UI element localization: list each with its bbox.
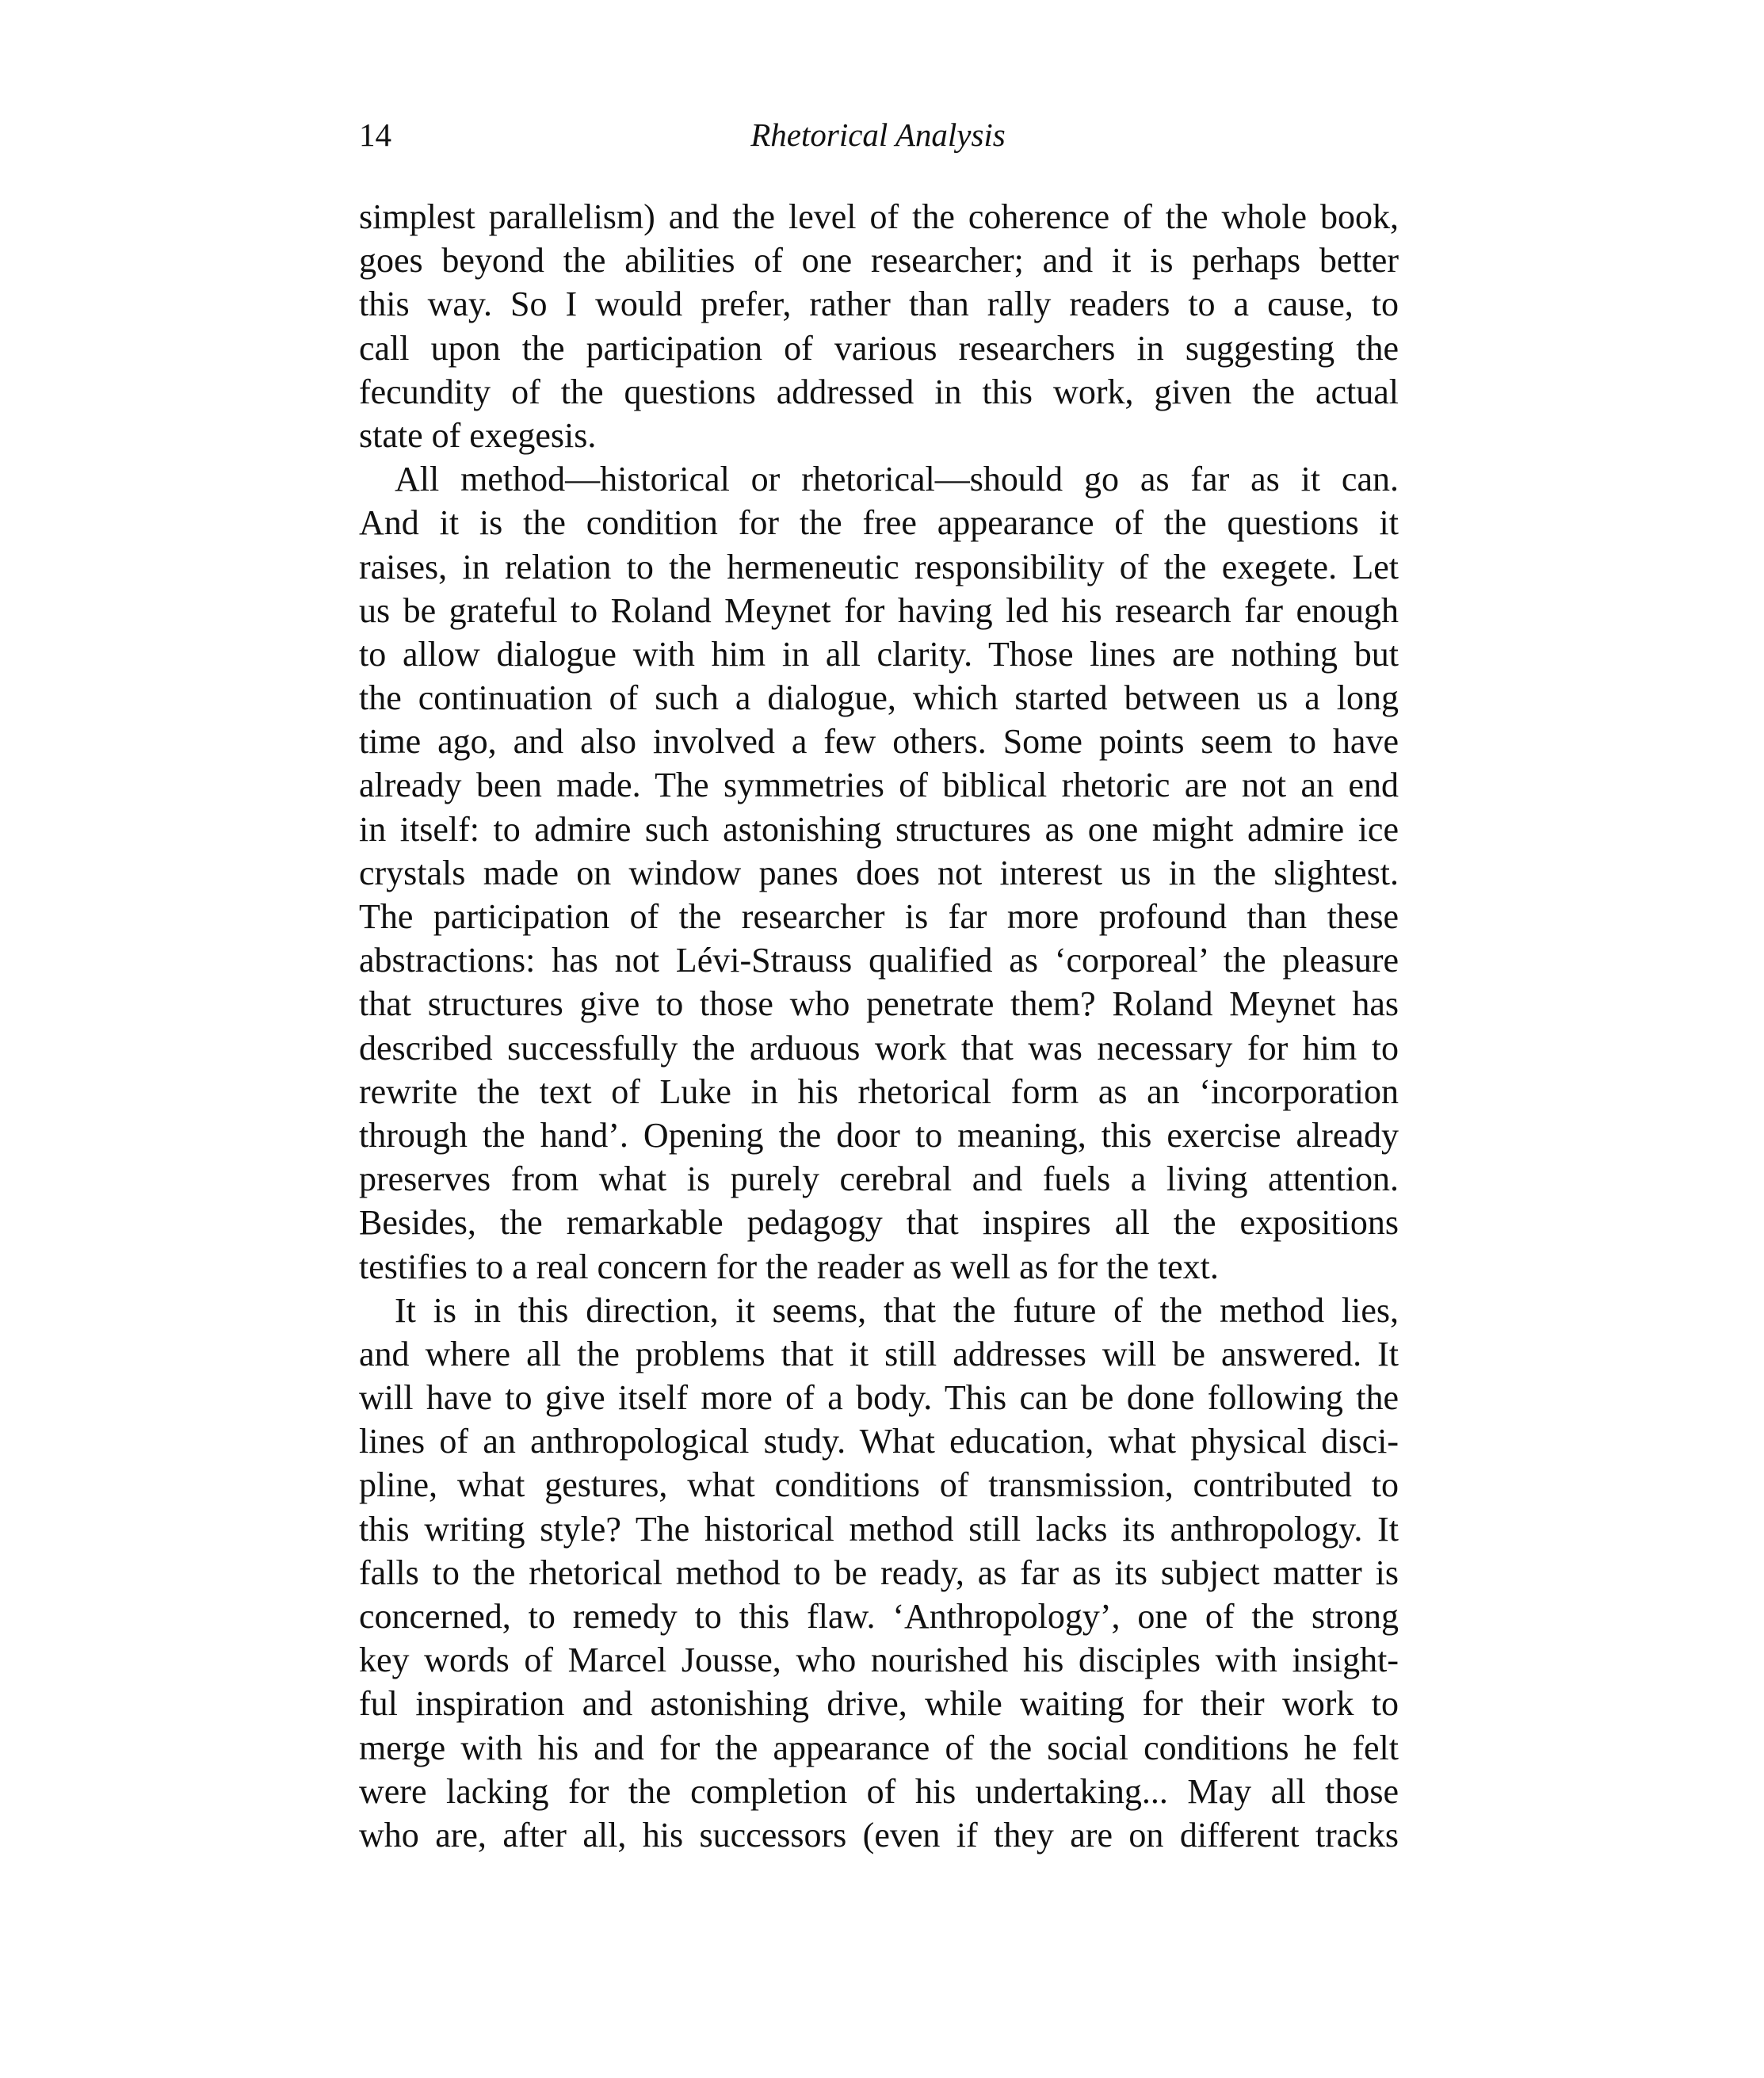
text-line: to allow dialogue with him in all clarity. Those lines are nothing but — [359, 634, 1399, 674]
text-line: us be grateful to Roland Meynet for having led his research far enough — [359, 590, 1399, 630]
text-line: who are, after all, his successors (even if they are on different tracks — [359, 1815, 1399, 1855]
text-line: Besides, the remarkable pedagogy that inspires all the expositions — [359, 1203, 1399, 1243]
text-line: this writing style? The historical method still lacks its anthropology. It — [359, 1509, 1399, 1549]
text-line: will have to give itself more of a body. This can be done following the — [359, 1378, 1399, 1418]
text-line: in itself: to admire such astonishing structures as one might admire ice — [359, 809, 1399, 849]
text-line: lines of an anthropological study. What education, what physical disci- — [359, 1422, 1399, 1461]
text-line: and where all the problems that it still addresses will be answered. It — [359, 1334, 1399, 1373]
text-line: this way. So I would prefer, rather than rally readers to a cause, to — [359, 285, 1399, 324]
text-line: were lacking for the completion of his undertaking... May all those — [359, 1771, 1399, 1811]
text-line: that structures give to those who penetrate them? Roland Meynet has — [359, 984, 1399, 1024]
text-line: testifies to a real concern for the reader as well as for the text. — [359, 1247, 1219, 1286]
text-line: described successfully the arduous work that was necessary for him to — [359, 1028, 1399, 1068]
paragraph — [359, 457, 1399, 1289]
text-line: key words of Marcel Jousse, who nourished his disciples with insight- — [359, 1641, 1399, 1680]
text-line: abstractions: has not Lévi-Strauss qualified as ‘corporeal’ the pleasure — [359, 941, 1399, 980]
text-line: All method—historical or rhetorical—should go as far as it can. — [395, 460, 1399, 499]
text-line: the continuation of such a dialogue, which started between us a long — [359, 678, 1399, 718]
text-line: rewrite the text of Luke in his rhetorical form as an ‘incorporation — [359, 1071, 1399, 1111]
text-line: time ago, and also involved a few others. Some points seem to have — [359, 722, 1399, 762]
text-line: already been made. The symmetries of biblical rhetoric are not an end — [359, 766, 1399, 805]
paragraph — [359, 195, 1399, 457]
paragraph — [359, 1289, 1399, 1857]
text-line: preserves from what is purely cerebral and fuels a living attention. — [359, 1159, 1399, 1199]
text-line: ful inspiration and astonishing drive, while waiting for their work to — [359, 1684, 1399, 1724]
text-line: raises, in relation to the hermeneutic responsibility of the exegete. Let — [359, 547, 1399, 586]
page-header — [359, 111, 1397, 159]
text-line: falls to the rhetorical method to be ready, as far as its subject matter is — [359, 1553, 1399, 1592]
text-line: merge with his and for the appearance of the social conditions he felt — [359, 1728, 1399, 1767]
text-line: goes beyond the abilities of one researcher; and it is perhaps better — [359, 241, 1399, 281]
text-line: state of exegesis. — [359, 415, 597, 455]
text-line: simplest parallelism) and the level of the coherence of the whole book, — [359, 197, 1399, 236]
text-line: pline, what gestures, what conditions of transmission, contributed to — [359, 1465, 1399, 1505]
text-line: It is in this direction, it seems, that the future of the method lies, — [395, 1290, 1399, 1330]
text-line: through the hand’. Opening the door to meaning, this exercise already — [359, 1115, 1399, 1155]
text-line: The participation of the researcher is far more profound than these — [359, 897, 1399, 936]
text-line: fecundity of the questions addressed in this work, given the actual — [359, 372, 1399, 411]
text-line: concerned, to remedy to this flaw. ‘Anthropology’, one of the strong — [359, 1597, 1399, 1636]
text-line: call upon the participation of various researchers in suggesting the — [359, 328, 1399, 368]
body-text — [359, 195, 1399, 1857]
text-line: crystals made on window panes does not interest us in the slightest. — [359, 853, 1399, 892]
text-line: And it is the condition for the free appearance of the questions it — [359, 503, 1399, 543]
running-title: Rhetorical Analysis — [750, 117, 1006, 153]
page-number: 14 — [359, 117, 391, 153]
